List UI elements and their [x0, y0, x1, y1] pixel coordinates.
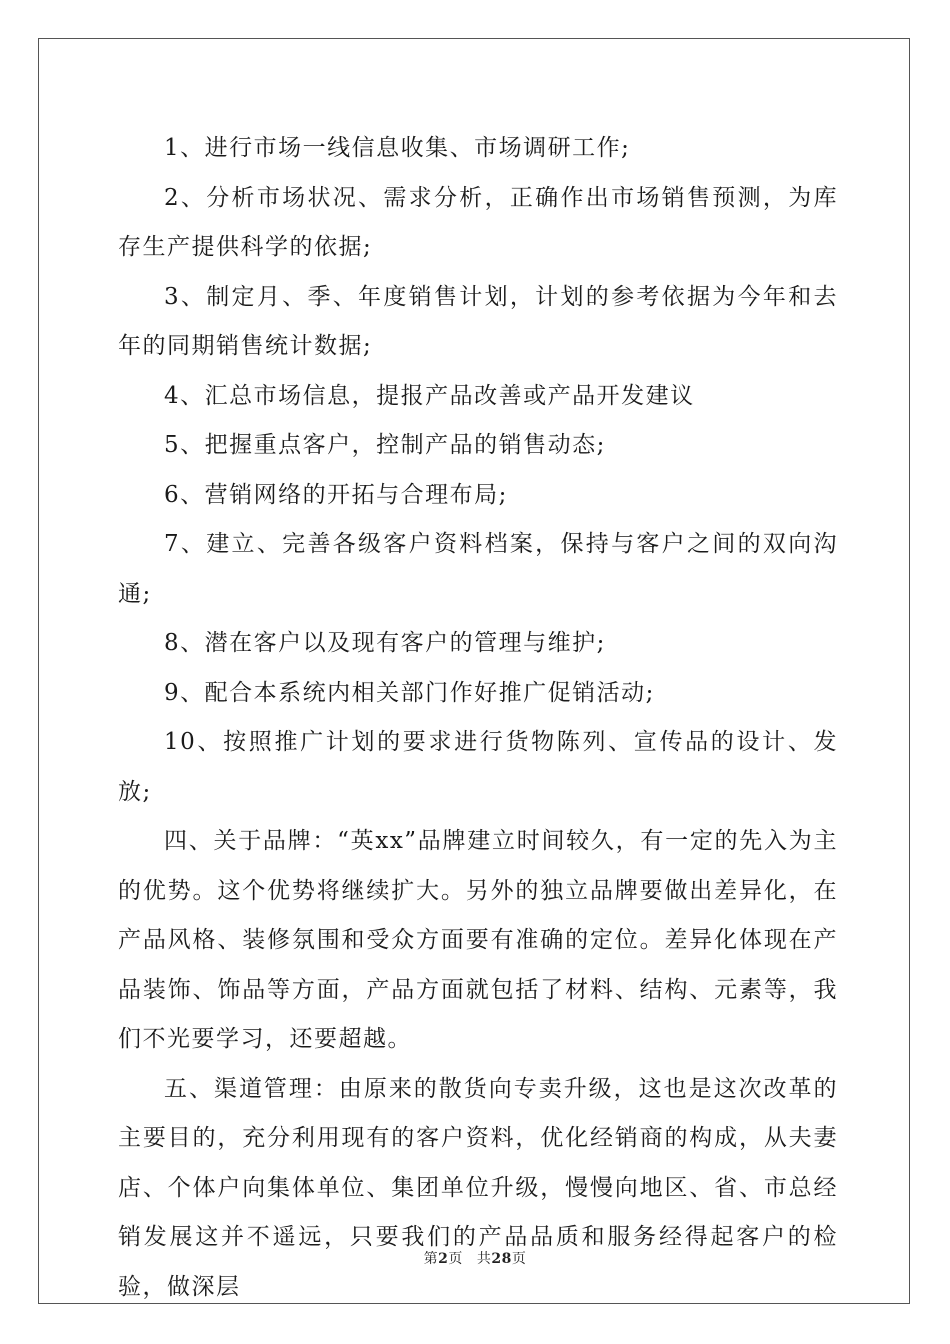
footer-total-pages: 28 — [491, 1251, 512, 1267]
paragraph-6: 6、营销网络的开拓与合理布局; — [164, 481, 508, 508]
paragraph-channel: 五、渠道管理：由原来的散货向专卖升级，这也是这次改革的主要目的，充分利用现有的客户资料，优化经销商的构成，从夫妻店、个体户向集体单位、集团单位升级，慢慢向地区、省、市总经销发展这并不遥远，只要我们的产品品质和服务经得起客户的检验，做深层 — [118, 1075, 838, 1300]
page-footer — [0, 1248, 950, 1268]
paragraph-4: 4、汇总市场信息，提报产品改善或产品开发建议 — [164, 382, 695, 409]
footer-page-suffix: 页 — [448, 1251, 463, 1267]
paragraph-7: 7、建立、完善各级客户资料档案，保持与客户之间的双向沟通; — [118, 531, 838, 607]
paragraph-8: 8、潜在客户以及现有客户的管理与维护; — [164, 630, 606, 656]
footer-total-suffix: 页 — [511, 1251, 527, 1267]
footer-page-number: 2 — [438, 1251, 449, 1267]
paragraph-brand: 四、关于品牌：“英xx”品牌建立时间较久，有一定的先入为主的优势。这个优势将继续扩大。另外的独立品牌要做出差异化，在产品风格、装修氛围和受众方面要有准确的定位。差异化体现在产品装饰、饰品等方面，产品方面就包括了材料、结构、元素等，我们不光要学习，还要超越。 — [118, 828, 838, 1052]
paragraph-1: 1、进行市场一线信息收集、市场调研工作; — [164, 135, 631, 161]
document-body — [118, 124, 838, 1312]
paragraph-5: 5、把握重点客户，控制产品的销售动态; — [164, 432, 606, 458]
paragraph-10: 10、按照推广计划的要求进行货物陈列、宣传品的设计、发放; — [118, 729, 838, 805]
paragraph-3: 3、制定月、季、年度销售计划，计划的参考依据为今年和去年的同期销售统计数据; — [118, 283, 838, 359]
footer-total-prefix: 共 — [476, 1251, 492, 1267]
paragraph-9: 9、配合本系统内相关部门作好推广促销活动; — [164, 679, 655, 706]
paragraph-2: 2、分析市场状况、需求分析，正确作出市场销售预测，为库存生产提供科学的依据; — [118, 184, 838, 260]
footer-page-prefix: 第 — [423, 1251, 439, 1267]
